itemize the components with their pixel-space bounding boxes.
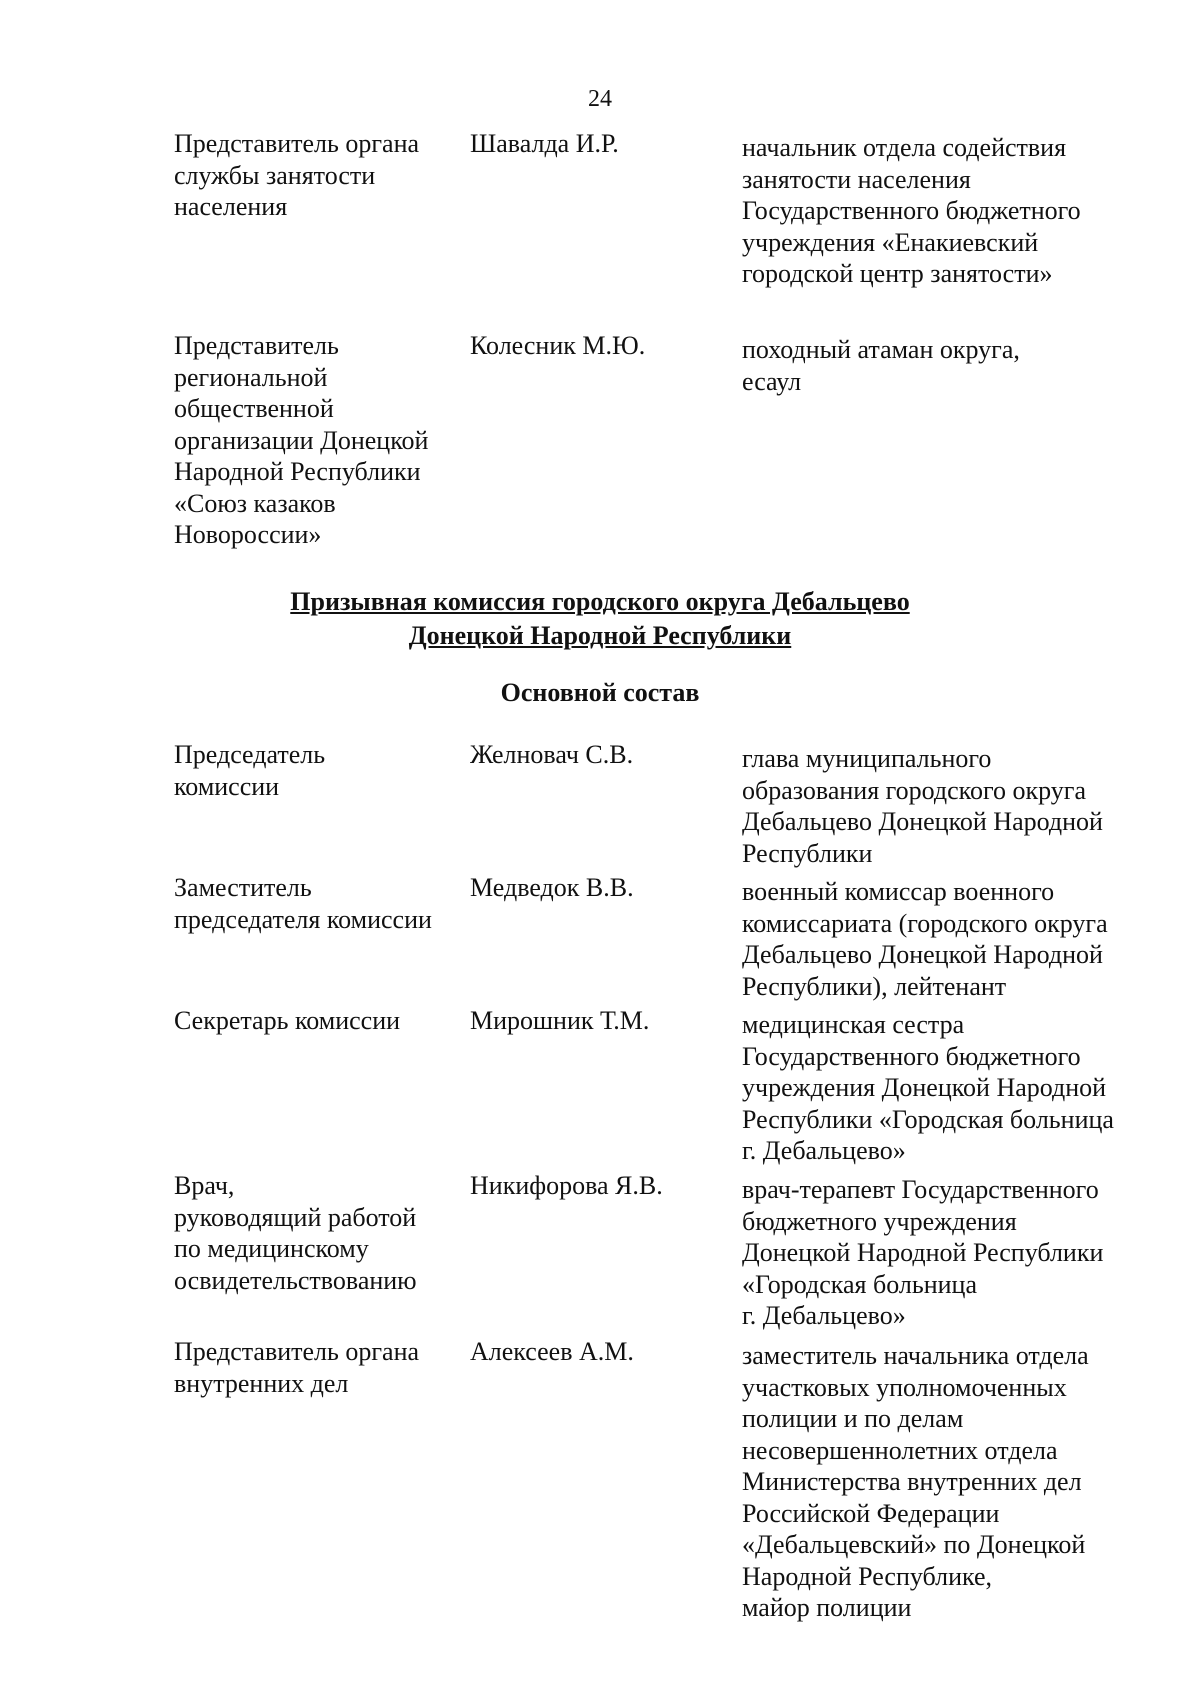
- position-line: медицинская сестра: [742, 1010, 965, 1039]
- role-line: председателя комиссии: [174, 904, 432, 934]
- member-position: [742, 1174, 1172, 1332]
- member-role: [174, 330, 464, 551]
- commission-title: [0, 585, 1200, 653]
- page-number: 24: [588, 86, 612, 112]
- position-line: учреждения Донецкой Народной: [742, 1073, 1107, 1102]
- role-line: комиссии: [174, 771, 280, 801]
- role-line: организации Донецкой: [174, 425, 429, 455]
- position-line: Народной Республике,: [742, 1561, 993, 1591]
- member-name: Желновач С.В.: [470, 740, 634, 769]
- position-line: походный атаман округа,: [742, 335, 1020, 364]
- position-line: майор полиции: [742, 1593, 912, 1622]
- role-line: руководящий работой: [174, 1202, 417, 1232]
- member-name: Шавалда И.Р.: [470, 129, 619, 158]
- position-line: есаул: [742, 366, 802, 396]
- role-line: Заместитель: [174, 873, 312, 902]
- position-line: комиссариата (городского округа: [742, 908, 1108, 938]
- position-line: Дебальцево Донецкой Народной: [742, 807, 1103, 836]
- role-line: по медицинскому: [174, 1234, 369, 1263]
- position-line: Российской Федерации: [742, 1498, 1000, 1528]
- role-line: Представитель органа: [174, 1337, 420, 1366]
- position-line: военный комиссар военного: [742, 877, 1055, 906]
- member-role: [174, 128, 464, 223]
- position-line: Государственного бюджетного: [742, 1041, 1081, 1071]
- member-name: Колесник М.Ю.: [470, 331, 646, 360]
- member-role: [174, 739, 464, 802]
- role-line: освидетельствованию: [174, 1265, 417, 1295]
- member-name: Медведок В.В.: [470, 873, 634, 902]
- role-line: Представитель органа: [174, 129, 420, 158]
- position-line: г. Дебальцево»: [742, 1301, 906, 1330]
- position-line: Республики «Городская больница: [742, 1104, 1114, 1134]
- position-line: Дебальцево Донецкой Народной: [742, 940, 1103, 969]
- position-line: бюджетного учреждения: [742, 1206, 1017, 1236]
- member-name: Никифорова Я.В.: [470, 1171, 663, 1200]
- role-line: службы занятости: [174, 160, 376, 190]
- position-line: Министерства внутренних дел: [742, 1467, 1082, 1496]
- position-line: начальник отдела содействия: [742, 133, 1067, 162]
- position-line: Государственного бюджетного: [742, 196, 1081, 225]
- member-position: [742, 334, 1172, 397]
- commission-title-line: Призывная комиссия городского округа Дебальцево: [290, 587, 910, 616]
- position-line: Республики), лейтенант: [742, 971, 1007, 1001]
- position-line: «Городская больница: [742, 1269, 978, 1299]
- position-line: участковых уполномоченных: [742, 1372, 1067, 1402]
- position-line: «Дебальцевский» по Донецкой: [742, 1530, 1086, 1559]
- role-line: общественной: [174, 394, 334, 423]
- role-line: Представитель: [174, 331, 339, 360]
- position-line: образования городского округа: [742, 775, 1087, 805]
- commission-title-line: Донецкой Народной Республики: [408, 621, 792, 650]
- role-line: «Союз казаков: [174, 488, 336, 518]
- position-line: Донецкой Народной Республики: [742, 1238, 1104, 1267]
- role-line: Народной Республики: [174, 457, 421, 486]
- role-line: региональной: [174, 362, 328, 392]
- position-line: врач-терапевт Государственного: [742, 1175, 1099, 1204]
- member-position: [742, 743, 1172, 869]
- member-name: Алексеев А.М.: [470, 1337, 634, 1366]
- position-line: глава муниципального: [742, 744, 992, 773]
- role-line: Врач,: [174, 1171, 235, 1200]
- position-line: занятости населения: [742, 164, 971, 194]
- subsection-title: Основной состав: [500, 678, 700, 707]
- member-name: Мирошник Т.М.: [470, 1006, 650, 1035]
- position-line: заместитель начальника отдела: [742, 1341, 1089, 1370]
- role-line: Секретарь комиссии: [174, 1006, 401, 1035]
- position-line: городской центр занятости»: [742, 259, 1053, 288]
- member-position: [742, 1340, 1172, 1624]
- position-line: г. Дебальцево»: [742, 1136, 906, 1165]
- role-line: Новороссии»: [174, 520, 322, 549]
- member-position: [742, 1009, 1172, 1167]
- member-position: [742, 132, 1172, 290]
- member-role: [174, 1336, 464, 1399]
- member-role: [174, 872, 464, 935]
- position-line: Республики: [742, 838, 873, 868]
- position-line: полиции и по делам: [742, 1404, 964, 1433]
- position-line: несовершеннолетних отдела: [742, 1435, 1058, 1465]
- role-line: Председатель: [174, 740, 326, 769]
- member-position: [742, 876, 1172, 1002]
- role-line: населения: [174, 192, 288, 221]
- member-role: [174, 1005, 464, 1037]
- member-role: [174, 1170, 464, 1296]
- position-line: учреждения «Енакиевский: [742, 227, 1039, 257]
- role-line: внутренних дел: [174, 1368, 349, 1398]
